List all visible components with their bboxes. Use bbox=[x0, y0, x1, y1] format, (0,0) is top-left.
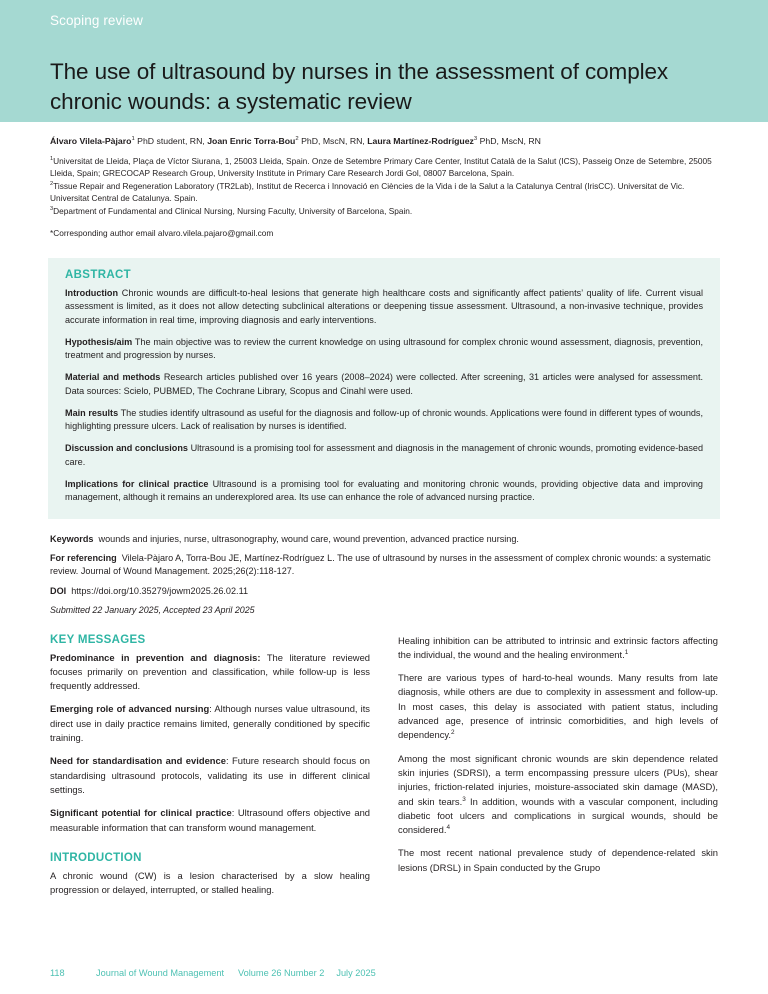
key-message-item: Significant potential for clinical practice: Ultrasound offers objective and measurable information that can transform wound management. bbox=[50, 807, 371, 833]
abstract-paragraph: Material and methods Research articles published over 16 years (2008–2024) were collected. After screening, 31 articles were analysed for assessment. Data sources: Scielo, PUBMED, The Cochrane Library, Scopus and Cinahl were used. bbox=[65, 372, 703, 396]
header-band bbox=[0, 0, 768, 122]
body-columns bbox=[50, 634, 718, 898]
submitted-accepted-dates: Submitted 22 January 2025, Accepted 23 April 2025 bbox=[50, 605, 255, 616]
abstract-paragraph: Discussion and conclusions Ultrasound is a promising tool for assessment and diagnosis in the management of chronic wounds, promoting evidence-based care. bbox=[65, 443, 703, 467]
affiliation-item: $^3$Department of Fundamental and Clinical Nursing, Nursing Faculty, University of Barcelona, Spain. bbox=[50, 206, 413, 217]
body-paragraph: The most recent national prevalence study of dependence-related skin lesions (DRSL) in Spain conducted by the Grupo bbox=[398, 847, 718, 873]
body-paragraph: There are various types of hard-to-heal wounds. Many results from late diagnosis, while others are due to complexity in assessment and follow-up. In most cases, this delay is associated with patient status, including advanced age, presence of intrinsic comorbidities, and high levels of dependency.$^2$ bbox=[398, 672, 718, 741]
footer-journal-name: Journal of Wound Management bbox=[96, 968, 225, 978]
key-message-item: Emerging role of advanced nursing: Although nurses value ultrasound, its direct use in daily practice remains limited, generally conditioned by specific training. bbox=[50, 703, 370, 744]
affiliation-item: $^2$Tissue Repair and Regeneration Laboratory (TR2Lab), Institut de Recerca i Innovació en Ciències de la Vida i de la Salut a la Catalunya Central (IrisCC). Universitat de Vic. Universitat Central de Catalunya. Spain. bbox=[50, 180, 685, 204]
abstract-paragraph: Main results The studies identify ultrasound as useful for the diagnosis and follow-up of chronic wounds. Applications were found in different types of wounds, highlighting pressure ulcers. Lack of realisation by nurses is identified. bbox=[65, 407, 704, 432]
author-list: Álvaro Vilela-Pàjaro$^1$ PhD student, RN, Joan Enric Torra-Bou$^2$ PhD, MscN, RN, Laura Martínez-Rodríguez$^3$ PhD, MscN, RN bbox=[50, 136, 541, 146]
footer-date: July 2025 bbox=[336, 968, 376, 978]
body-paragraph: Healing inhibition can be attributed to intrinsic and extrinsic factors affecting the individual, the wound and the healing environment.$^1$ bbox=[398, 634, 718, 660]
authors-block bbox=[0, 122, 768, 239]
introduction-heading: INTRODUCTION bbox=[50, 851, 142, 864]
page-footer bbox=[0, 968, 768, 978]
footer-volume-issue: Volume 26 Number 2 bbox=[238, 968, 325, 978]
abstract-box bbox=[48, 258, 720, 518]
key-messages-heading: KEY MESSAGES bbox=[50, 633, 146, 646]
corresponding-author: *Corresponding author email alvaro.vilela.pajaro@gmail.com bbox=[50, 227, 274, 238]
doi-row[interactable]: DOI https://doi.org/10.35279/jowm2025.26.02.11 bbox=[50, 585, 249, 596]
key-message-item: Predominance in prevention and diagnosis: The literature reviewed focuses primarily on prevention and classification, while follow-up is less frequently addressed. bbox=[50, 651, 370, 692]
footer-page-number: 118 bbox=[50, 968, 65, 978]
for-referencing-row: For referencing Vilela-Pàjaro A, Torra-Bou JE, Martínez-Rodríguez L. The use of ultrasound by nurses in the assessment of complex chronic wounds: a systematic review. Journal of Wound Management. 2025;26(2):118-127. bbox=[50, 553, 711, 577]
keywords-row: Keywords wounds and injuries, nurse, ultrasonography, wound care, wound prevention, advanced practice nursing. bbox=[50, 533, 519, 544]
abstract-paragraph: Implications for clinical practice Ultrasound is a promising tool for evaluating and monitoring chronic wounds, providing objective data and improving management, although it remains an underexplored area. Its use can enhance the role of advanced nursing practice. bbox=[65, 479, 703, 503]
abstract-paragraph: Introduction Chronic wounds are difficult-to-heal lesions that generate high healthcare costs and significantly affect patients’ quality of life. Current visual assessment is limited, as it does not allow detecting subclinical alterations or deepening tissue assessment. Ultrasound, a non-invasive technique, provides accurate information in real time, improving diagnosis and early interventions. bbox=[65, 288, 703, 325]
article-type-label: Scoping review bbox=[50, 13, 143, 28]
page-title: The use of ultrasound by nurses in the assessment of complex chronic wounds: a systematic review bbox=[50, 59, 669, 114]
left-column bbox=[50, 634, 370, 898]
introduction-paragraph: A chronic wound (CW) is a lesion characterised by a slow healing progression or delayed, interrupted, or stalled healing. bbox=[50, 869, 370, 896]
right-column bbox=[398, 634, 718, 898]
article-metadata bbox=[50, 533, 718, 618]
affiliations-list bbox=[50, 155, 718, 218]
abstract-paragraph: Hypothesis/aim The main objective was to review the current knowledge on using ultrasound for complex chronic wound assessment, diagnosis, prevention, treatment and progression by nurses. bbox=[65, 336, 703, 361]
abstract-heading: ABSTRACT bbox=[65, 269, 132, 282]
key-message-item: Need for standardisation and evidence: Future research should focus on standardising ultrasound protocols, validating its use in different clinical settings. bbox=[50, 755, 370, 795]
affiliation-item: $^1$Universitat de Lleida, Plaça de Víctor Siurana, 1, 25003 Lleida, Spain. Onze de Setembre Primary Care Center, Institut Català de la Salut (ICS), Passeig Onze de Setembre, 25005 Lleida, Spain; GRECOCAP Research Group, University Institute in Primary Care Research Jordi Gol, 08007 Barcelona, Spain. bbox=[50, 155, 712, 179]
body-paragraph: Among the most significant chronic wounds are skin dependence related skin injuries (SDRSI), a term encompassing pressure ulcers (PUs), shear injuries, friction-related injuries, moisture-associated skin damage (MASD), and skin tears.$^3$ In addition, wounds with a vascular component, including diabetic foot ulcers and complications in surgical wounds, should be considered.$^4$ bbox=[398, 752, 718, 836]
